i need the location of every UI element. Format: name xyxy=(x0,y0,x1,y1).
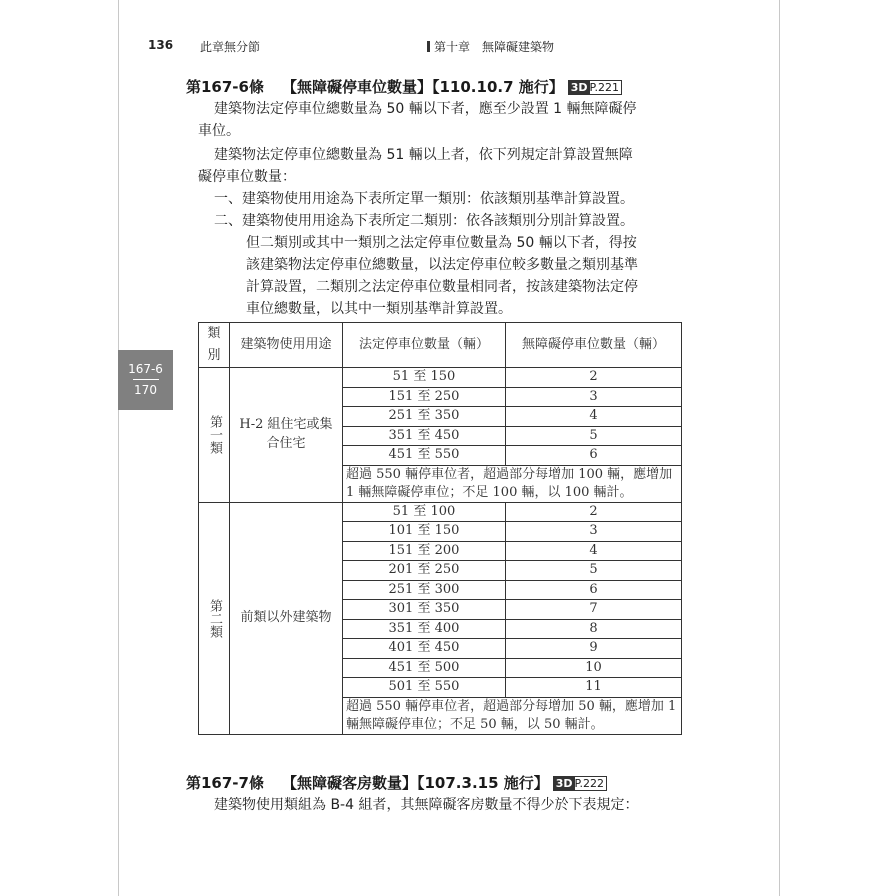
side-tab xyxy=(118,350,173,410)
accessible-count: 6 xyxy=(505,580,681,600)
side-tab-start: 167-6 xyxy=(128,362,163,376)
parking-table xyxy=(198,322,682,735)
spaces-range: 501 至 550 xyxy=(343,678,506,698)
3d-icon: 3D xyxy=(570,81,588,94)
accessible-count: 2 xyxy=(505,502,681,522)
col-header-accessible: 無障礙停車位數量（輛） xyxy=(505,323,681,368)
category-2-note: 超過 550 輛停車位者，超過部分每增加 50 輛，應增加 1 輛無障礙停車位；不足 50 輛，以 50 輛計。 xyxy=(343,697,682,734)
3d-page-tag xyxy=(568,80,622,95)
3d-icon: 3D xyxy=(555,777,573,790)
accessible-count: 2 xyxy=(505,368,681,388)
spaces-range: 101 至 150 xyxy=(343,522,506,542)
list-item-1: 一、建築物使用用途為下表所定單一類別：依該類別基準計算設置。 xyxy=(214,191,634,207)
article-number: 第167-7條 xyxy=(186,774,264,792)
paragraph-line: 建築物使用類組為 B-4 組者，其無障礙客房數量不得少於下表規定： xyxy=(214,797,639,813)
accessible-count: 11 xyxy=(505,678,681,698)
category-1-note: 超過 550 輛停車位者，超過部分每增加 100 輛，應增加 1 輛無障礙停車位；不足 100 輛，以 100 輛計。 xyxy=(343,465,682,502)
col-header-category: 類別 xyxy=(199,323,230,368)
spaces-range: 401 至 450 xyxy=(343,639,506,659)
3d-page-tag xyxy=(553,776,607,791)
accessible-count: 8 xyxy=(505,619,681,639)
accessible-count: 4 xyxy=(505,407,681,427)
accessible-count: 3 xyxy=(505,387,681,407)
list-item-2: 二、建築物使用用途為下表所定二類別：依各該類別分別計算設置。 xyxy=(214,213,634,229)
paragraph-line: 建築物法定停車位總數量為 51 輛以上者，依下列規定計算設置無障 xyxy=(214,147,633,163)
spaces-range: 451 至 500 xyxy=(343,658,506,678)
list-item-2-cont: 該建築物法定停車位總數量，以法定停車位較多數量之類別基準 xyxy=(246,257,638,273)
spaces-range: 301 至 350 xyxy=(343,600,506,620)
spaces-range: 151 至 200 xyxy=(343,541,506,561)
spaces-range: 51 至 100 xyxy=(343,502,506,522)
side-tab-end: 170 xyxy=(134,383,157,397)
list-item-2-cont: 車位總數量，以其中一類別基準計算設置。 xyxy=(246,301,512,317)
running-header-chapter xyxy=(427,38,554,55)
accessible-count: 6 xyxy=(505,446,681,466)
category-1-use: H-2 組住宅或集合住宅 xyxy=(230,368,343,503)
running-header-section: 此章無分節 xyxy=(200,40,261,54)
page-number: 136 xyxy=(148,38,174,52)
accessible-count: 5 xyxy=(505,426,681,446)
category-2-use: 前類以外建築物 xyxy=(230,502,343,734)
article-heading-167-7 xyxy=(186,772,607,793)
paragraph-line: 車位。 xyxy=(198,123,240,139)
article-date: 【110.10.7 施行】 xyxy=(432,78,564,96)
spaces-range: 201 至 250 xyxy=(343,561,506,581)
accessible-count: 10 xyxy=(505,658,681,678)
article-topic: 【無障礙客房數量】 xyxy=(281,774,417,792)
paragraph-line: 礙停車位數量： xyxy=(198,169,296,185)
3d-page-ref: P.221 xyxy=(589,81,619,94)
spaces-range: 451 至 550 xyxy=(343,446,506,466)
spaces-range: 51 至 150 xyxy=(343,368,506,388)
accessible-count: 3 xyxy=(505,522,681,542)
table-row xyxy=(199,502,682,522)
header-bar-icon xyxy=(427,41,430,52)
spaces-range: 351 至 450 xyxy=(343,426,506,446)
accessible-count: 4 xyxy=(505,541,681,561)
chapter-title: 第十章 無障礙建築物 xyxy=(434,40,555,54)
paragraph-line: 建築物法定停車位總數量為 50 輛以下者，應至少設置 1 輛無障礙停 xyxy=(214,101,637,117)
spaces-range: 151 至 250 xyxy=(343,387,506,407)
spaces-range: 351 至 400 xyxy=(343,619,506,639)
category-1-label: 第一類 xyxy=(199,368,230,503)
spaces-range: 251 至 350 xyxy=(343,407,506,427)
article-topic: 【無障礙停車位數量】 xyxy=(281,78,432,96)
side-tab-divider xyxy=(133,379,159,380)
category-2-label: 第二類 xyxy=(199,502,230,734)
table-header-row xyxy=(199,323,682,368)
article-number: 第167-6條 xyxy=(186,78,264,96)
spaces-range: 251 至 300 xyxy=(343,580,506,600)
accessible-count: 7 xyxy=(505,600,681,620)
list-item-2-cont: 但二類別或其中一類別之法定停車位數量為 50 輛以下者，得按 xyxy=(246,235,637,251)
col-header-use: 建築物使用用途 xyxy=(230,323,343,368)
article-heading-167-6 xyxy=(186,76,622,97)
col-header-spaces: 法定停車位數量（輛） xyxy=(343,323,506,368)
accessible-count: 9 xyxy=(505,639,681,659)
article-date: 【107.3.15 施行】 xyxy=(417,774,549,792)
3d-page-ref: P.222 xyxy=(574,777,604,790)
table-row xyxy=(199,368,682,388)
list-item-2-cont: 計算設置，二類別之法定停車位數量相同者，按該建築物法定停 xyxy=(246,279,638,295)
accessible-count: 5 xyxy=(505,561,681,581)
